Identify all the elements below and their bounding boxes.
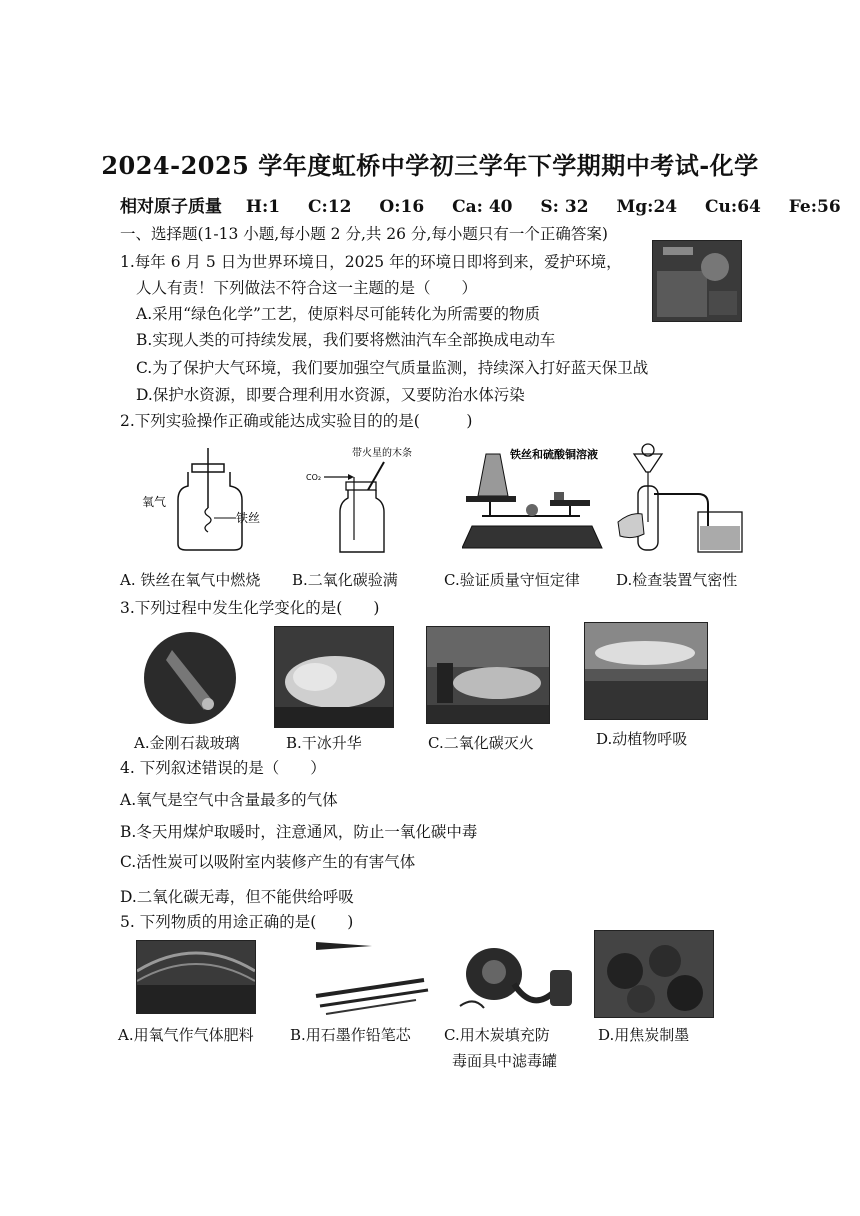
environment-day-photo	[652, 240, 742, 322]
q5-caption-a: A.用氧气作气体肥料	[118, 1026, 254, 1044]
mass-cu: Cu:64	[705, 197, 761, 217]
q1-option-c: C.为了保护大气环境，我们要加强空气质量监测，持续深入打好蓝天保卫战	[136, 359, 649, 377]
q1-option-b: B.实现人类的可持续发展，我们要将燃油汽车全部换成电动车	[136, 331, 556, 349]
diagram-airtightness	[614, 442, 754, 558]
diagram-mass-conservation	[462, 444, 612, 558]
q4-stem: 4. 下列叙述错误的是（ ）	[120, 759, 326, 777]
photo-gas-mask	[454, 936, 578, 1020]
q3-caption-a: A.金刚石裁玻璃	[134, 734, 240, 752]
mass-s: S: 32	[540, 197, 589, 217]
q3-caption-b: B.干冰升华	[286, 734, 362, 752]
photo-diamond-cut-glass	[142, 630, 242, 726]
q5-caption-c-line2: 毒面具中滤毒罐	[452, 1052, 558, 1070]
section-header: 一、选择题(1-13 小题,每小题 2 分,共 26 分,每小题只有一个正确答案)	[120, 225, 608, 243]
q2-caption-d: D.检查装置气密性	[616, 571, 738, 589]
mass-fe: Fe:56	[788, 197, 841, 217]
q5-caption-b: B.用石墨作铅笔芯	[290, 1026, 411, 1044]
q2-caption-c: C.验证质量守恒定律	[444, 571, 580, 589]
label-solution: 铁丝和硫酸铜溶液	[510, 448, 598, 461]
diagram-co2-test	[302, 444, 412, 562]
label-splint: 带火星的木条	[352, 448, 412, 459]
q1-option-a: A.采用“绿色化学”工艺，使原料尽可能转化为所需要的物质	[136, 305, 540, 323]
atomic-mass-row	[120, 192, 841, 217]
photo-dry-ice-art	[275, 627, 393, 727]
atomic-mass-label: 相对原子质量	[120, 197, 222, 217]
diagram-iron-combustion	[130, 448, 270, 558]
q4-option-b: B.冬天用煤炉取暖时，注意通风，防止一氧化碳中毒	[120, 823, 478, 841]
q3-caption-d: D.动植物呼吸	[596, 730, 688, 748]
photo-co2-fire-extinguish-art	[427, 627, 549, 723]
photo-respiration	[584, 622, 708, 720]
q2-caption-b: B.二氧化碳验满	[292, 571, 398, 589]
q4-option-a: A.氧气是空气中含量最多的气体	[120, 791, 338, 809]
label-co2: CO₂	[306, 473, 322, 482]
q4-option-d: D.二氧化碳无毒，但不能供给呼吸	[120, 888, 354, 906]
environment-day-photo-art	[653, 241, 741, 321]
q5-caption-d: D.用焦炭制墨	[598, 1026, 690, 1044]
q5-caption-c: C.用木炭填充防	[444, 1026, 550, 1044]
mass-ca: Ca: 40	[452, 197, 513, 217]
mass-mg: Mg:24	[616, 197, 678, 217]
mass-h: H:1	[245, 197, 281, 217]
label-iron-wire: 铁丝	[236, 511, 261, 525]
exam-title: 2024-2025 学年度虹桥中学初三学年下学期期中考试-化学	[101, 151, 759, 180]
q2-stem: 2.下列实验操作正确或能达成实验目的的是( )	[120, 412, 473, 430]
photo-respiration-art	[585, 623, 707, 719]
q3-stem: 3.下列过程中发生化学变化的是( )	[120, 599, 380, 617]
photo-co2-fire-extinguish	[426, 626, 550, 724]
photo-oxygen-fertilizer	[136, 940, 256, 1014]
q3-caption-c: C.二氧化碳灭火	[428, 734, 534, 752]
photo-coke-ink	[594, 930, 714, 1018]
q1-option-d: D.保护水资源，即要合理利用水资源，又要防治水体污染	[136, 386, 525, 404]
q1-stem-line1: 1.每年 6 月 5 日为世界环境日，2025 年的环境日即将到来，爱护环境，	[120, 253, 622, 271]
label-oxygen: 氧气	[142, 495, 167, 509]
photo-graphite-pencil	[306, 936, 436, 1018]
q2-caption-a: A. 铁丝在氧气中燃烧	[120, 571, 261, 589]
photo-dry-ice	[274, 626, 394, 728]
q1-stem-line2: 人人有责！下列做法不符合这一主题的是（ ）	[136, 279, 478, 297]
q5-stem: 5. 下列物质的用途正确的是( )	[120, 913, 354, 931]
mass-c: C:12	[308, 197, 352, 217]
photo-coke-ink-art	[595, 931, 713, 1017]
q4-option-c: C.活性炭可以吸附室内装修产生的有害气体	[120, 853, 416, 871]
photo-oxygen-fertilizer-art	[137, 941, 255, 1013]
mass-o: O:16	[379, 197, 425, 217]
